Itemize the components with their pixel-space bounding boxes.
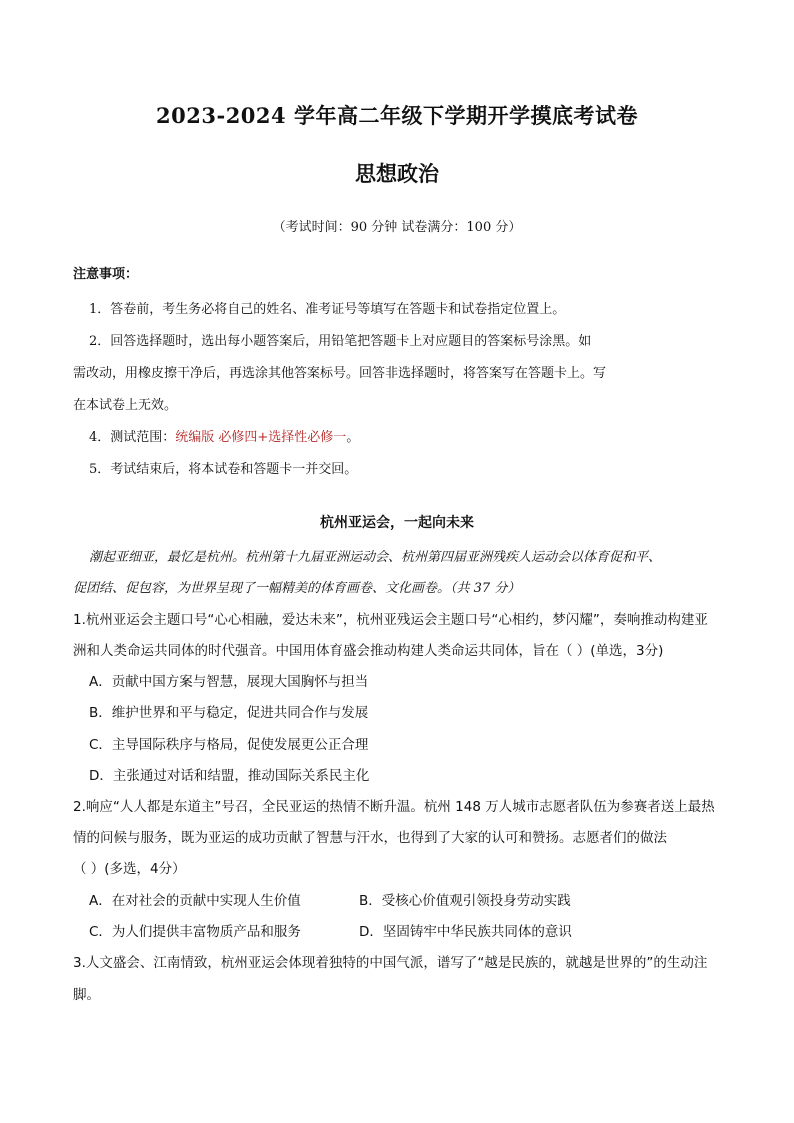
question-3-line-2: 脚。 <box>73 987 100 1003</box>
section-intro-line-1: 潮起亚细亚，最忆是杭州。杭州第十九届亚洲运动会、杭州第四届亚洲残疾人运动会以体育促和平、 <box>89 550 662 565</box>
question-2-line-2: 情的问候与服务，既为亚运的成功贡献了智慧与汗水，也得到了大家的认可和赞扬。志愿者们的做法 <box>73 830 667 846</box>
question-2-option-c: C．为人们提供丰富物质产品和服务 <box>89 924 301 940</box>
question-1-option-b: B．维护世界和平与稳定，促进共同合作与发展 <box>89 705 369 721</box>
question-2-option-a: A．在对社会的贡献中实现人生价值 <box>89 893 301 909</box>
question-2-option-b: B．受核心价值观引领投身劳动实践 <box>359 893 571 909</box>
notice-item-4-suffix: 。 <box>346 430 360 445</box>
question-2-option-d: D．坚固铸牢中华民族共同体的意识 <box>359 924 572 940</box>
notice-item-2-line-1: 2．回答选择题时，选出每小题答案后，用铅笔把答题卡上对应题目的答案标号涂黑。如 <box>89 334 592 349</box>
notice-item-2-line-2: 需改动，用橡皮擦干净后，再选涂其他答案标号。回答非选择题时，将答案写在答题卡上。写 <box>73 366 607 381</box>
test-range: 统编版 必修四+选择性必修一 <box>175 430 347 445</box>
exam-title: 2023-2024 学年高二年级下学期开学摸底考试卷 <box>156 103 638 128</box>
notice-item-1: 1．答卷前，考生务必将自己的姓名、准考证号等填写在答题卡和试卷指定位置上。 <box>89 302 566 317</box>
notice-heading: 注意事项： <box>73 267 139 282</box>
question-1-option-d: D．主张通过对话和结盟，推动国际关系民主化 <box>89 768 370 784</box>
section-title: 杭州亚运会，一起向未来 <box>320 515 474 531</box>
notice-item-5: 5．考试结束后，将本试卷和答题卡一并交回。 <box>89 462 358 477</box>
subject-title: 思想政治 <box>355 161 439 186</box>
question-1-option-c: C．主导国际秩序与格局，促使发展更公正合理 <box>89 737 369 753</box>
notice-item-4 <box>89 426 359 445</box>
question-3-line-1: 3.人文盛会、江南情致，杭州亚运会体现着独特的中国气派，谱写了“越是民族的，就越是世界的”的生动注 <box>73 955 708 971</box>
exam-info: （考试时间：90 分钟 试卷满分：100 分） <box>272 220 522 235</box>
question-2-line-1: 2.响应“人人都是东道主”号召，全民亚运的热情不断升温。杭州 148 万人城市志愿者队伍为参赛者送上最热 <box>73 799 715 815</box>
question-2-line-3: （ ）(多选，4分） <box>73 861 186 877</box>
section-intro-line-2: 促团结、促包容，为世界呈现了一幅精美的体育画卷、文化画卷。（共 37 分） <box>73 581 521 596</box>
question-1-option-a: A．贡献中国方案与智慧，展现大国胸怀与担当 <box>89 674 369 690</box>
notice-item-4-prefix: 4．测试范围： <box>89 430 176 445</box>
question-1-line-2: 洲和人类命运共同体的时代强音。中国用体育盛会推动构建人类命运共同体，旨在（ ）(单选，3分) <box>73 643 664 659</box>
notice-item-2-line-3: 在本试卷上无效。 <box>73 398 178 413</box>
question-1-line-1: 1.杭州亚运会主题口号“心心相融，爱达未来”，杭州亚残运会主题口号“心相约，梦闪耀”，奏响推动构建亚 <box>73 612 708 628</box>
